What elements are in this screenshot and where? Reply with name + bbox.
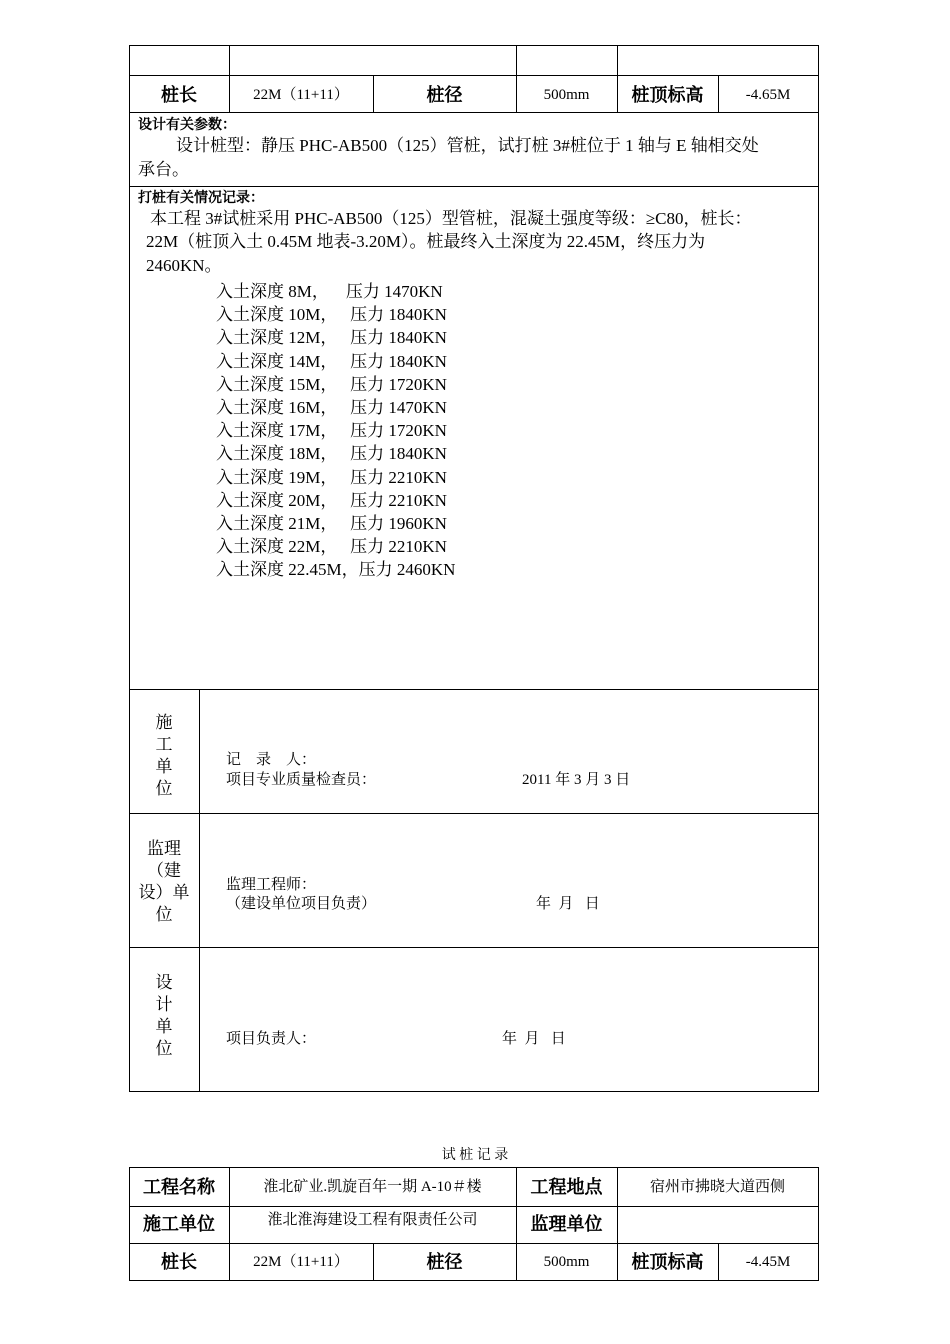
depth-reading: 入土深度 8M， 压力 1470KN <box>216 282 443 301</box>
design-unit-label <box>129 972 199 1060</box>
depth-reading: 入土深度 22.45M，压力 2460KN <box>216 560 456 580</box>
construction-unit-label <box>129 712 199 800</box>
project-manager-field: 项目负责人： <box>226 1031 317 1047</box>
design-params-heading: 设计有关参数： <box>138 117 236 133</box>
label-char: 位 <box>155 1039 173 1058</box>
label-char: 工 <box>155 735 173 754</box>
label-char: （建 <box>147 861 181 880</box>
supervision-date: 年 月 日 <box>536 896 600 912</box>
label-char: 单 <box>155 757 173 776</box>
quality-inspector-field: 项目专业质量检查员： <box>226 772 377 788</box>
depth-reading: 入土深度 19M， 压力 2210KN <box>216 467 447 487</box>
label-char: 设）单 <box>138 883 190 902</box>
project-name-label: 工程名称 <box>143 1177 215 1198</box>
label-char: 监理 <box>147 839 181 858</box>
depth-reading: 入土深度 20M， 压力 2210KN <box>216 490 447 510</box>
depth-reading: 入土深度 16M， 压力 1470KN <box>216 398 447 418</box>
label-char: 计 <box>155 995 173 1014</box>
supervisor-label: 监理单位 <box>530 1214 603 1235</box>
owner-project-lead-note: （建设单位项目负责） <box>226 896 377 912</box>
record-caption: 试 桩 记 录 <box>441 1148 509 1163</box>
driving-record-para1: 本工程 3#试桩采用 PHC-AB500（125）型管桩，混凝土强度等级：≥C80，桩长： <box>150 209 752 228</box>
project-name-value: 淮北矿业.凯旋百年一期 A-10＃楼 <box>263 1179 482 1195</box>
bottom-pile-top-elevation-value: -4.45M <box>745 1254 791 1270</box>
builder-label: 施工单位 <box>143 1214 215 1235</box>
depth-reading: 入土深度 18M， 压力 1840KN <box>216 444 447 464</box>
label-char: 位 <box>155 905 173 924</box>
bottom-pile-diameter-label: 桩径 <box>426 1252 463 1273</box>
label-char: 施 <box>155 713 173 732</box>
driving-record-heading: 打桩有关情况记录： <box>138 190 264 206</box>
depth-reading: 入土深度 21M， 压力 1960KN <box>216 514 447 534</box>
pile-top-elevation-value: -4.65M <box>745 87 791 103</box>
depth-reading: 入土深度 14M， 压力 1840KN <box>216 351 447 371</box>
design-date: 年 月 日 <box>502 1031 566 1047</box>
driving-record-para3: 2460KN。 <box>146 256 222 275</box>
design-params-line1: 设计桩型：静压 PHC-AB500（125）管桩，试打桩 3#桩位于 1 轴与 E 轴相交处 <box>176 136 759 155</box>
bottom-pile-length-label: 桩长 <box>161 1252 197 1273</box>
project-location-label: 工程地点 <box>530 1177 603 1198</box>
bottom-pile-length-value: 22M（11+11） <box>253 1254 349 1270</box>
recorder-field: 记 录 人： <box>226 752 317 768</box>
construction-date: 2011 年 3 月 3 日 <box>522 772 631 788</box>
depth-reading: 入土深度 15M， 压力 1720KN <box>216 374 447 394</box>
depth-reading: 入土深度 12M， 压力 1840KN <box>216 328 447 348</box>
pile-diameter-value: 500mm <box>543 87 590 103</box>
label-char: 设 <box>155 973 173 992</box>
driving-record-para2: 22M（桩顶入土 0.45M 地表-3.20M）。桩最终入土深度为 22.45M，终压力为 <box>146 232 706 251</box>
depth-reading: 入土深度 22M， 压力 2210KN <box>216 537 447 557</box>
project-location-value: 宿州市拂晓大道西侧 <box>649 1179 785 1195</box>
design-params-line2: 承台。 <box>138 160 189 179</box>
pile-length-value: 22M（11+11） <box>253 87 349 103</box>
bottom-pile-top-elevation-label: 桩顶标高 <box>631 1252 704 1273</box>
depth-reading: 入土深度 17M， 压力 1720KN <box>216 421 447 441</box>
supervision-unit-label <box>129 838 199 926</box>
builder-value: 淮北淮海建设工程有限责任公司 <box>267 1212 478 1228</box>
depth-pressure-list <box>216 280 455 582</box>
label-char: 单 <box>155 1017 173 1036</box>
pile-length-label: 桩长 <box>161 85 197 106</box>
label-char: 位 <box>155 779 173 798</box>
depth-reading: 入土深度 10M， 压力 1840KN <box>216 305 447 325</box>
bottom-pile-diameter-value: 500mm <box>543 1254 590 1270</box>
supervising-engineer-field: 监理工程师： <box>226 877 317 893</box>
pile-diameter-label: 桩径 <box>426 85 463 106</box>
pile-top-elevation-label: 桩顶标高 <box>631 85 704 106</box>
